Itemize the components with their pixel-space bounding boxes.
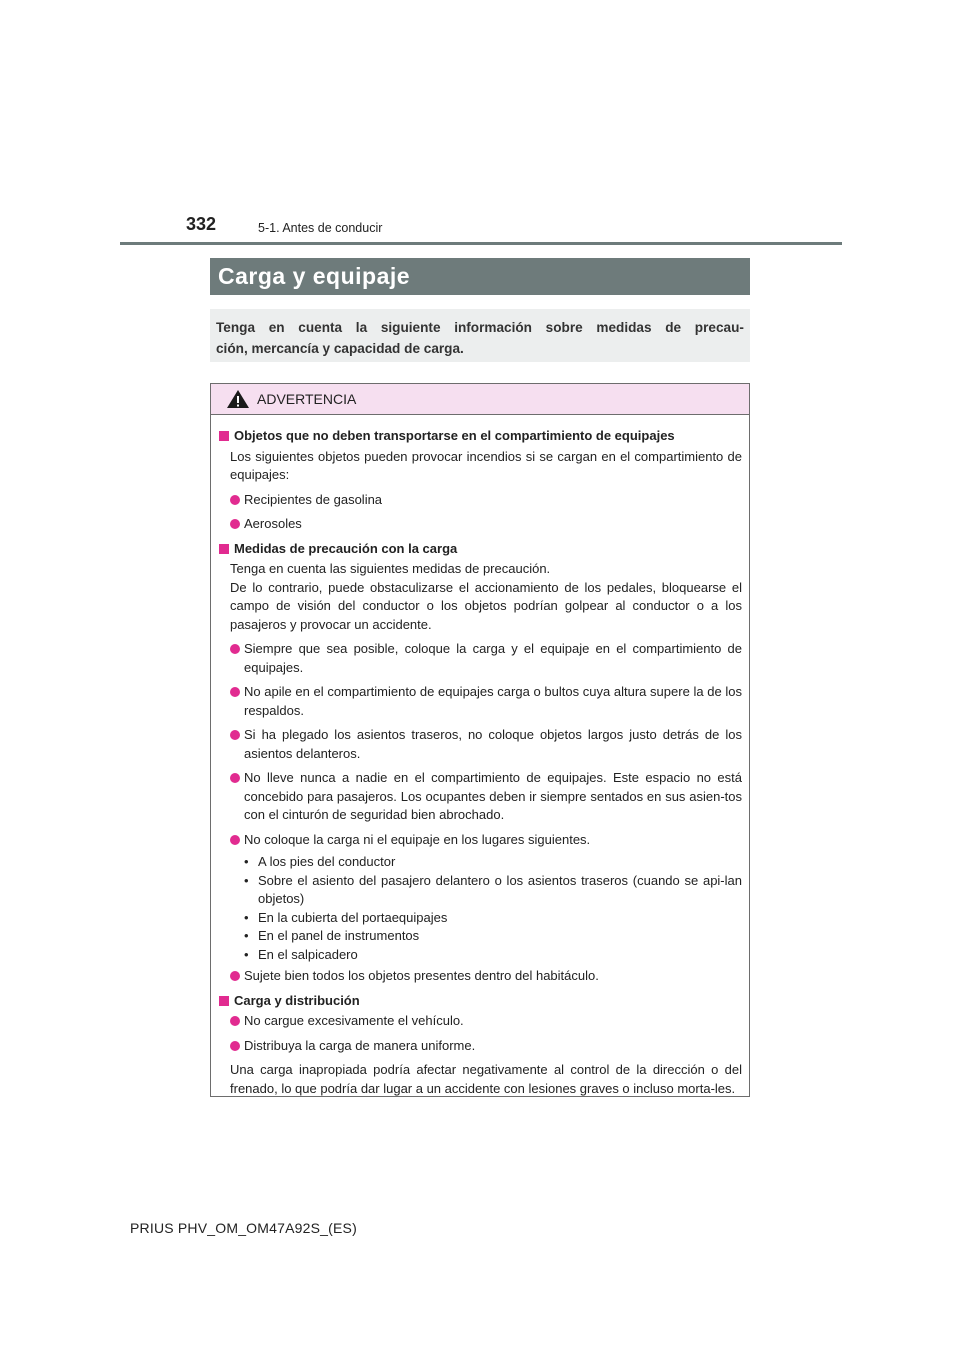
circle-bullet-icon — [230, 495, 240, 505]
square-bullet-icon — [219, 996, 229, 1006]
intro-word: en — [268, 320, 285, 335]
warning-header — [211, 384, 749, 415]
list-item-text: No coloque la carga ni el equipaje en los lugares siguientes. — [244, 831, 591, 847]
list-item — [219, 491, 742, 510]
sub-list-item — [244, 909, 742, 928]
paragraph: Los siguientes objetos pueden provocar incendios si se cargan en el compartimiento de equipajes: — [230, 448, 742, 482]
circle-bullet-icon — [230, 1041, 240, 1051]
sub-list-item-text: En la cubierta del portaequipajes — [258, 909, 448, 925]
warning-box — [210, 383, 750, 1097]
footer-document-code: PRIUS PHV_OM_OM47A92S_(ES) — [130, 1220, 357, 1236]
sub-list-item-text: En el salpicadero — [258, 946, 358, 962]
section-heading-text: Carga y distribución — [234, 992, 360, 1008]
warning-body — [211, 415, 749, 1098]
paragraph: Una carga inapropiada podría afectar negativamente al control de la dirección o del frenado, lo que podría dar lugar a un accidente con lesiones graves o incluso morta-les. — [230, 1062, 742, 1096]
intro-box — [210, 309, 750, 362]
sub-bullet-dot: • — [244, 946, 249, 962]
header-rule — [120, 242, 842, 245]
list-item-text: Recipientes de gasolina — [244, 491, 383, 507]
circle-bullet-icon — [230, 773, 240, 783]
list-item — [219, 967, 742, 986]
sub-list-item — [244, 946, 742, 965]
list-item-text: Siempre que sea posible, coloque la carga y el equipaje en el compartimiento de equipajes. — [244, 641, 742, 675]
sub-list-item — [244, 853, 742, 872]
circle-bullet-icon — [230, 519, 240, 529]
section-heading — [219, 427, 742, 446]
sub-list-item-text: En el panel de instrumentos — [258, 928, 420, 943]
sub-list — [219, 853, 742, 964]
list-item — [219, 683, 742, 720]
square-bullet-icon — [219, 544, 229, 554]
list-item — [219, 640, 742, 677]
list-item-text: Sujete bien todos los objetos presentes dentro del habitáculo. — [244, 968, 599, 983]
intro-line-2: ción, mercancía y capacidad de carga. — [216, 341, 464, 356]
list-item — [219, 726, 742, 763]
sub-bullet-dot: • — [244, 854, 249, 869]
section-label: 5-1. Antes de conducir — [258, 221, 383, 235]
list-item-text: Si ha plegado los asientos traseros, no coloque objetos largos justo detrás de los asientos delanteros. — [244, 727, 742, 761]
sub-list-item — [244, 872, 742, 909]
intro-word: medidas — [596, 320, 652, 335]
sub-list-item-text: A los pies del conductor — [258, 854, 396, 869]
sub-list-item — [244, 927, 742, 946]
sub-bullet-dot: • — [244, 928, 249, 943]
sub-bullet-dot: • — [244, 909, 249, 925]
page-title: Carga y equipaje — [218, 263, 411, 289]
intro-line-1 — [216, 317, 744, 338]
section-heading-text: Objetos que no deben transportarse en el compartimiento de equipajes — [234, 428, 675, 443]
section-heading-text: Medidas de precaución con la carga — [234, 540, 458, 556]
section-heading — [219, 992, 742, 1011]
intro-word: Tenga — [216, 320, 256, 335]
circle-bullet-icon — [230, 835, 240, 845]
list-item — [219, 831, 742, 850]
list-item-text: Distribuya la carga de manera uniforme. — [244, 1037, 476, 1053]
list-item-text: Aerosoles — [244, 516, 302, 531]
intro-word: la — [355, 320, 368, 335]
list-item — [219, 515, 742, 534]
intro-word: de — [665, 320, 682, 335]
paragraph: De lo contrario, puede obstaculizarse el accionamiento de los pedales, bloquearse el campo de visión del conductor o los objetos podrían golpear al conductor o a los pasajeros y provocar un accidente. — [230, 579, 742, 632]
section-heading — [219, 540, 742, 559]
circle-bullet-icon — [230, 1016, 240, 1026]
warning-triangle-icon — [226, 389, 250, 409]
warning-title: ADVERTENCIA — [257, 391, 357, 407]
list-item — [219, 769, 742, 825]
circle-bullet-icon — [230, 644, 240, 654]
list-item-text: No cargue excesivamente el vehículo. — [244, 1013, 464, 1028]
intro-word: cuenta — [298, 320, 343, 335]
list-item-text: No lleve nunca a nadie en el compartimiento de equipajes. Este espacio no está concebido para pasajeros. Los ocupantes deben ir siempre sentados en sus asien-tos con el cinturón de seguridad bien abrochado. — [244, 770, 742, 822]
circle-bullet-icon — [230, 687, 240, 697]
sub-bullet-dot: • — [244, 872, 249, 888]
sub-list-item-text: Sobre el asiento del pasajero delantero o los asientos traseros (cuando se api-lan objetos) — [258, 872, 742, 906]
page-number: 332 — [186, 214, 217, 234]
circle-bullet-icon — [230, 730, 240, 740]
list-item — [219, 1012, 742, 1031]
intro-word: información — [454, 320, 532, 335]
circle-bullet-icon — [230, 971, 240, 981]
square-bullet-icon — [219, 431, 229, 441]
paragraph: Tenga en cuenta las siguientes medidas de precaución. — [230, 561, 551, 576]
intro-word: precau- — [694, 320, 744, 335]
list-item — [219, 1037, 742, 1056]
title-bar — [210, 258, 750, 295]
intro-word: sobre — [545, 320, 583, 335]
intro-word: siguiente — [380, 320, 441, 335]
list-item-text: No apile en el compartimiento de equipajes carga o bultos cuya altura supere la de los respaldos. — [244, 684, 742, 718]
